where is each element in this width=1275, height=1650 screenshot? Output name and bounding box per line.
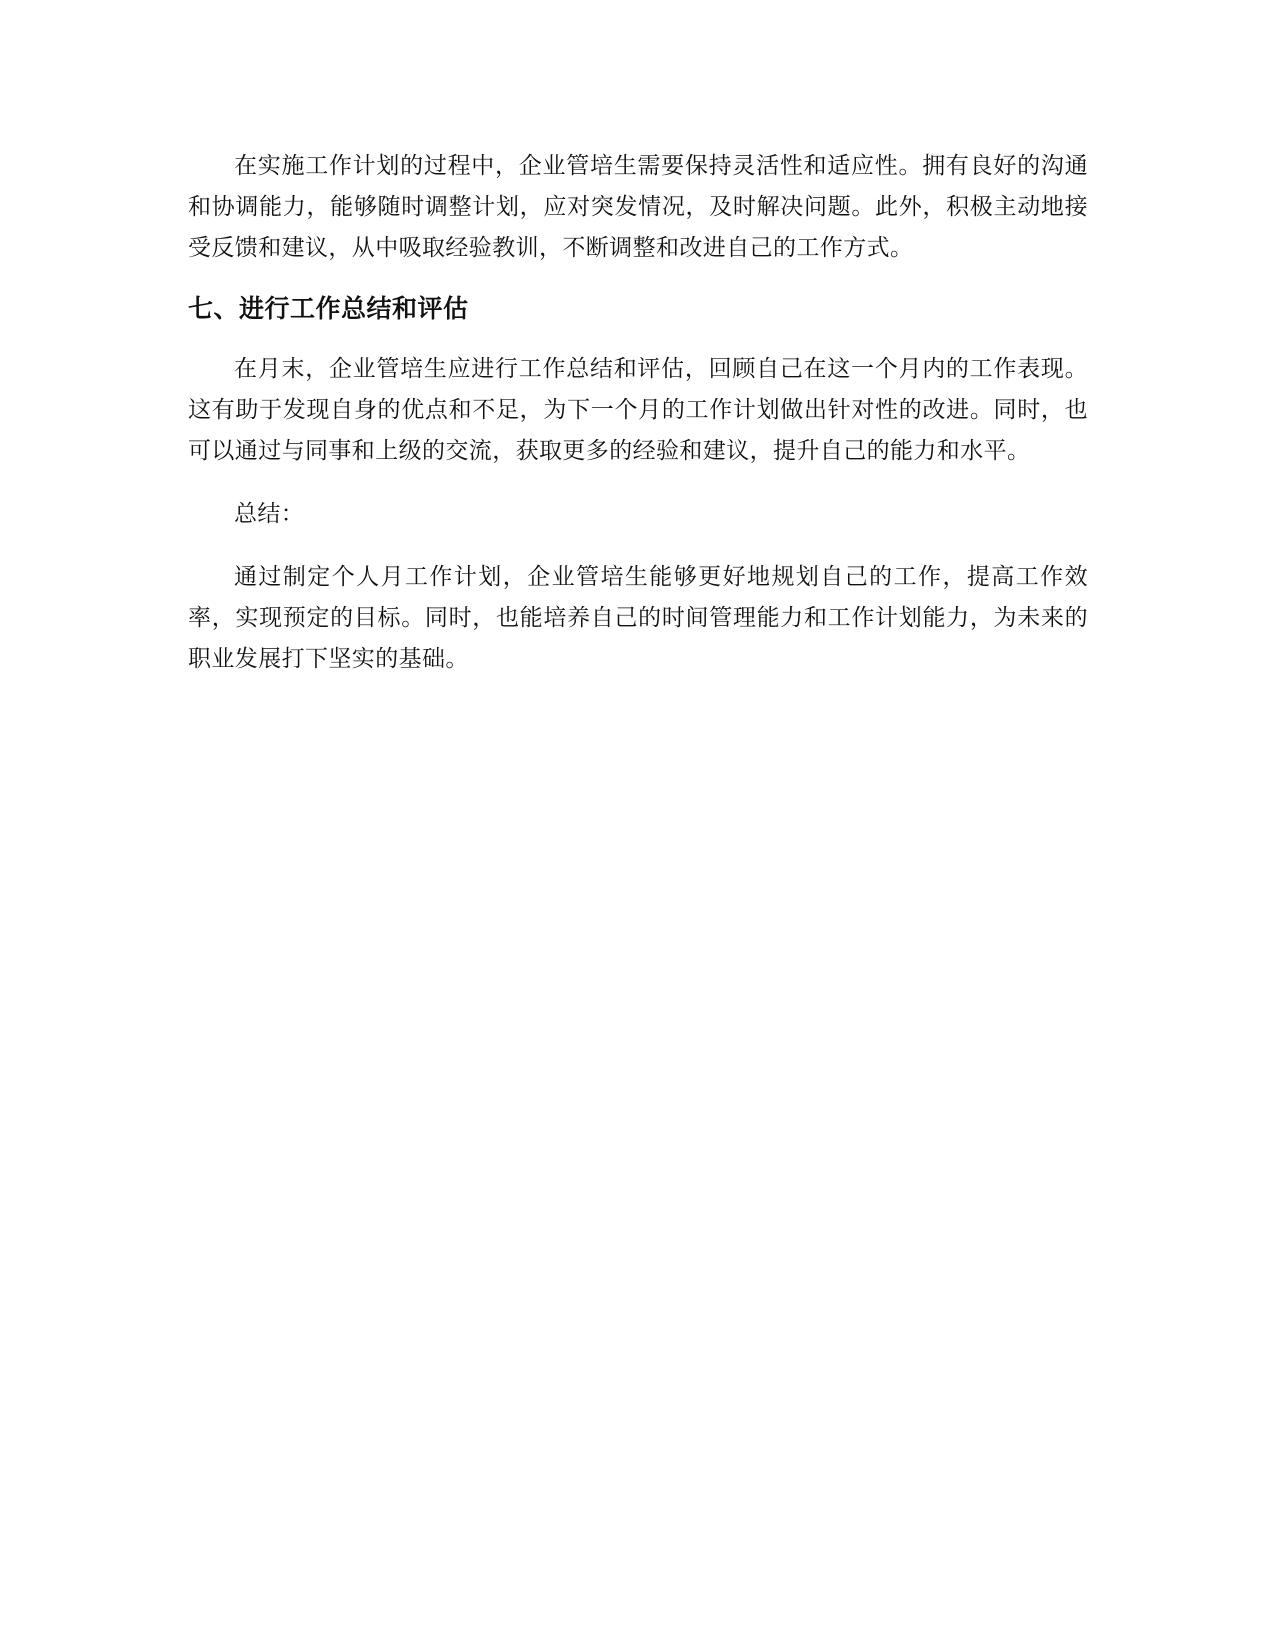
summary-label: 总结： — [234, 501, 305, 527]
paragraph-plan-execution: 在实施工作计划的过程中，企业管培生需要保持灵活性和适应性。拥有良好的沟通和协调能力，能够随时调整计划，应对突发情况，及时解决问题。此外，积极主动地接受反馈和建议，从中吸取经验教训，不断调整和改进自己的工作方式。 — [188, 153, 1088, 261]
paragraph-conclusion: 通过制定个人月工作计划，企业管培生能够更好地规划自己的工作，提高工作效率，实现预定的目标。同时，也能培养自己的时间管理能力和工作计划能力，为未来的职业发展打下坚实的基础。 — [188, 564, 1088, 672]
paragraph-month-end-review: 在月末，企业管培生应进行工作总结和评估，回顾自己在这一个月内的工作表现。这有助于发现自身的优点和不足，为下一个月的工作计划做出针对性的改进。同时，也可以通过与同事和上级的交流，获取更多的经验和建议，提升自己的能力和水平。 — [188, 356, 1088, 464]
document-body — [188, 146, 1088, 702]
section-heading-summary-evaluation: 七、进行工作总结和评估 — [188, 294, 469, 323]
